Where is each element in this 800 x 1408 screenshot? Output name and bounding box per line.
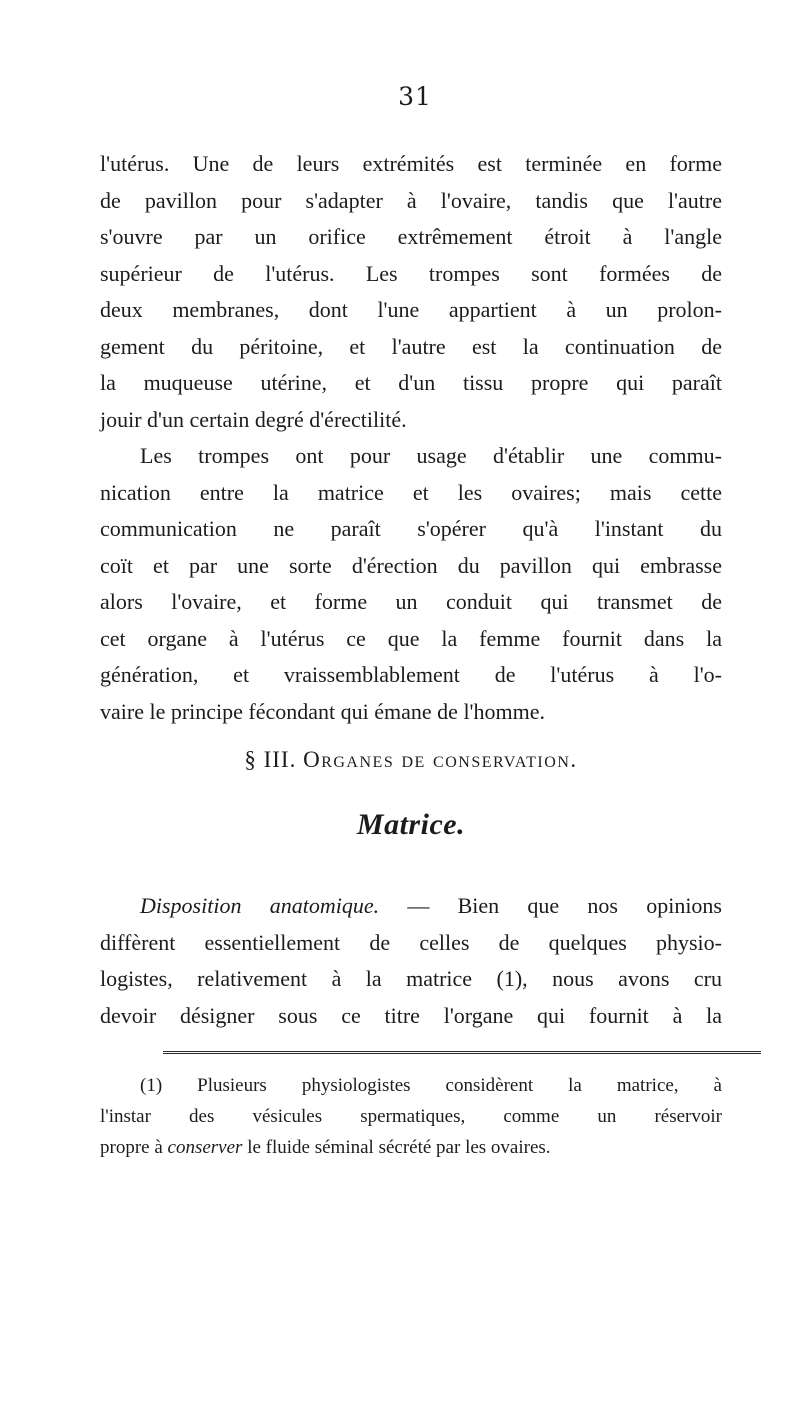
- text-line: Les trompes ont pour usage d'établir une commu-: [140, 443, 722, 468]
- text-line: [100, 888, 722, 925]
- footnote-line: [100, 1132, 722, 1163]
- section-heading: [100, 747, 722, 773]
- footnote-divider: [163, 1051, 761, 1054]
- text-line: de pavillon pour s'adapter à l'ovaire, tandis que l'autre: [100, 187, 722, 213]
- footnote-text: propre à: [100, 1137, 168, 1158]
- text-line: nication entre la matrice et les ovaires; mais cette: [100, 479, 722, 505]
- text-line: s'ouvre par un orifice extrêmement étroit à l'angle: [100, 224, 722, 249]
- section-mark: § III.: [244, 747, 297, 772]
- text-line: devoir désigner sous ce titre l'organe qui fournit à la: [100, 1002, 722, 1028]
- paragraph-anatomical-disposition: [100, 888, 722, 1034]
- footnote: [100, 1070, 722, 1163]
- text-line: communication ne paraît s'opérer qu'à l'instant du: [100, 516, 722, 541]
- text-line: génération, et vraissemblablement de l'utérus à l'o-: [100, 662, 722, 687]
- text-line: supérieur de l'utérus. Les trompes sont formées de: [100, 260, 722, 286]
- paragraph-lead-rest: — Bien que nos opinions: [379, 893, 722, 918]
- main-text: [100, 146, 722, 730]
- section-title: Organes de conservation.: [303, 747, 578, 772]
- text-line: vaire le principe fécondant qui émane de l'homme.: [100, 698, 546, 724]
- footnote-line: l'instar des vésicules spermatiques, comme un réservoir: [100, 1106, 722, 1127]
- subheading: Matrice.: [356, 808, 466, 841]
- text-line: l'utérus. Une de leurs extrémités est terminée en forme: [100, 151, 722, 176]
- paragraph-fallopian-tubes-function: [100, 438, 722, 730]
- page-number: 31: [398, 82, 432, 111]
- text-line: jouir d'un certain degré d'érectilité.: [100, 406, 407, 432]
- paragraph-lead: Disposition anatomique.: [140, 893, 380, 918]
- text-line: deux membranes, dont l'une appartient à un prolon-: [100, 297, 722, 322]
- footnote-text: le fluide séminal sécrété par les ovaires.: [242, 1137, 551, 1158]
- text-line: la muqueuse utérine, et d'un tissu propre qui paraît: [100, 370, 722, 395]
- text-line: coït et par une sorte d'érection du pavillon qui embrasse: [100, 552, 722, 578]
- text-line: alors l'ovaire, et forme un conduit qui transmet de: [100, 589, 722, 614]
- footnote-line: (1) Plusieurs physiologistes considèrent la matrice, à: [140, 1075, 722, 1096]
- paragraph-fallopian-tubes-structure: [100, 146, 722, 438]
- text-line: cet organe à l'utérus ce que la femme fournit dans la: [100, 625, 722, 651]
- footnote-italic-word: conserver: [167, 1137, 243, 1158]
- text-line: gement du péritoine, et l'autre est la continuation de: [100, 333, 722, 359]
- text-line: logistes, relativement à la matrice (1), nous avons cru: [100, 966, 722, 991]
- text-line: diffèrent essentiellement de celles de quelques physio-: [100, 929, 722, 955]
